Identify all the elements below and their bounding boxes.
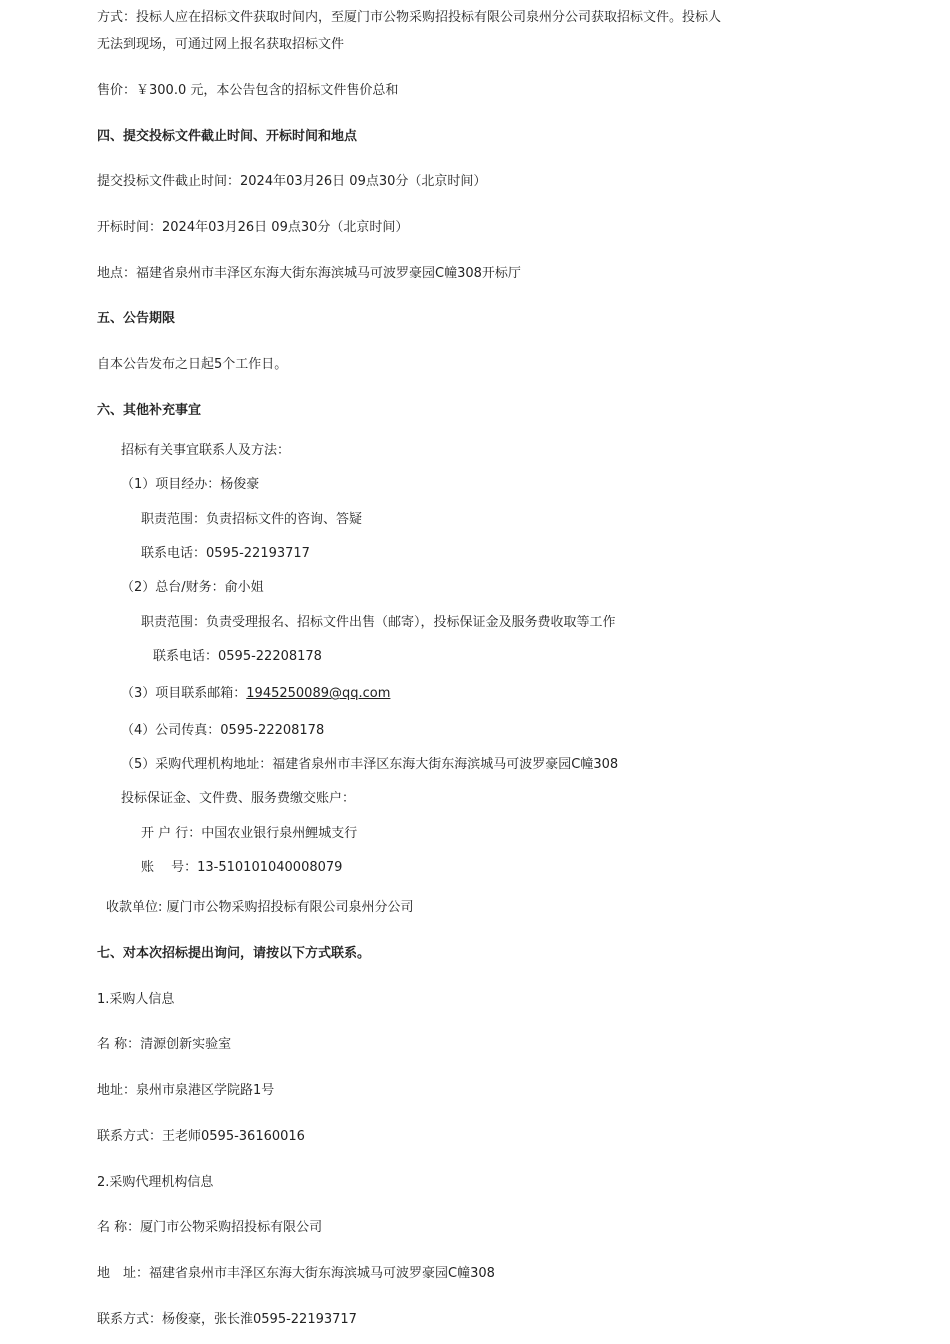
contact-item-3	[121, 685, 390, 703]
agency-name: 名 称：厦门市公物采购招投标有限公司	[97, 1220, 323, 1235]
contact-item-1-phone: 联系电话：0595-22193717	[141, 546, 310, 561]
contact-item-1: （1）项目经办：杨俊豪	[121, 477, 260, 492]
notice-period: 自本公告发布之日起5个工作日。	[97, 357, 288, 372]
contact-item-2-phone: 联系电话：0595-22208178	[153, 649, 322, 664]
opening-location: 地点：福建省泉州市丰泽区东海大街东海滨城马可波罗豪园C幢308开标厅	[97, 266, 521, 281]
contact-item-4: （4）公司传真：0595-22208178	[121, 723, 325, 738]
buyer-address: 地址：泉州市泉港区学院路1号	[97, 1083, 275, 1098]
contact-item-2-duty: 职责范围：负责受理报名、招标文件出售（邮寄），投标保证金及服务费收取等工作	[141, 615, 616, 630]
submission-deadline: 提交投标文件截止时间：2024年03月26日 09点30分（北京时间）	[97, 174, 487, 189]
buyer-info-title: 1.采购人信息	[97, 992, 175, 1007]
contact-item-5: （5）采购代理机构地址：福建省泉州市丰泽区东海大街东海滨城马可波罗豪园C幢308	[121, 757, 619, 772]
document-price: 售价：￥300.0 元，本公告包含的招标文件售价总和	[97, 83, 399, 98]
contact-item-1-duty: 职责范围：负责招标文件的咨询、答疑	[141, 512, 363, 527]
agency-address: 地 址：福建省泉州市丰泽区东海大街东海滨城马可波罗豪园C幢308	[97, 1266, 495, 1281]
section7-heading: 七、对本次招标提出询问，请按以下方式联系。	[97, 946, 371, 961]
contact-email-label: （3）项目联系邮箱：	[121, 686, 247, 701]
contacts-intro: 招标有关事宜联系人及方法：	[121, 443, 291, 458]
bank-name: 开 户 行：中国农业银行泉州鲤城支行	[141, 826, 358, 841]
agency-contact: 联系方式：杨俊豪，张长淮0595-22193717	[97, 1312, 357, 1327]
buyer-contact: 联系方式：王老师0595-36160016	[97, 1129, 305, 1144]
account-number: 账 号：13-510101040008079	[141, 860, 343, 875]
agency-info-title: 2.采购代理机构信息	[97, 1175, 214, 1190]
section4-heading: 四、提交投标文件截止时间、开标时间和地点	[97, 129, 358, 144]
acquisition-method-line2: 无法到现场，可通过网上报名获取招标文件	[97, 37, 345, 52]
account-intro: 投标保证金、文件费、服务费缴交账户：	[121, 791, 356, 806]
opening-time: 开标时间：2024年03月26日 09点30分（北京时间）	[97, 220, 409, 235]
section5-heading: 五、公告期限	[97, 311, 176, 326]
contact-email-link[interactable]: 1945250089@qq.com	[246, 686, 391, 701]
acquisition-method-line1: 方式：投标人应在招标文件获取时间内，至厦门市公物采购招投标有限公司泉州分公司获取招标文件。投标人	[97, 10, 722, 25]
payee: 收款单位: 厦门市公物采购招投标有限公司泉州分公司	[106, 900, 414, 915]
section6-heading: 六、其他补充事宜	[97, 403, 202, 418]
contact-item-2: （2）总台/财务：俞小姐	[121, 580, 264, 595]
buyer-name: 名 称：清源创新实验室	[97, 1037, 232, 1052]
